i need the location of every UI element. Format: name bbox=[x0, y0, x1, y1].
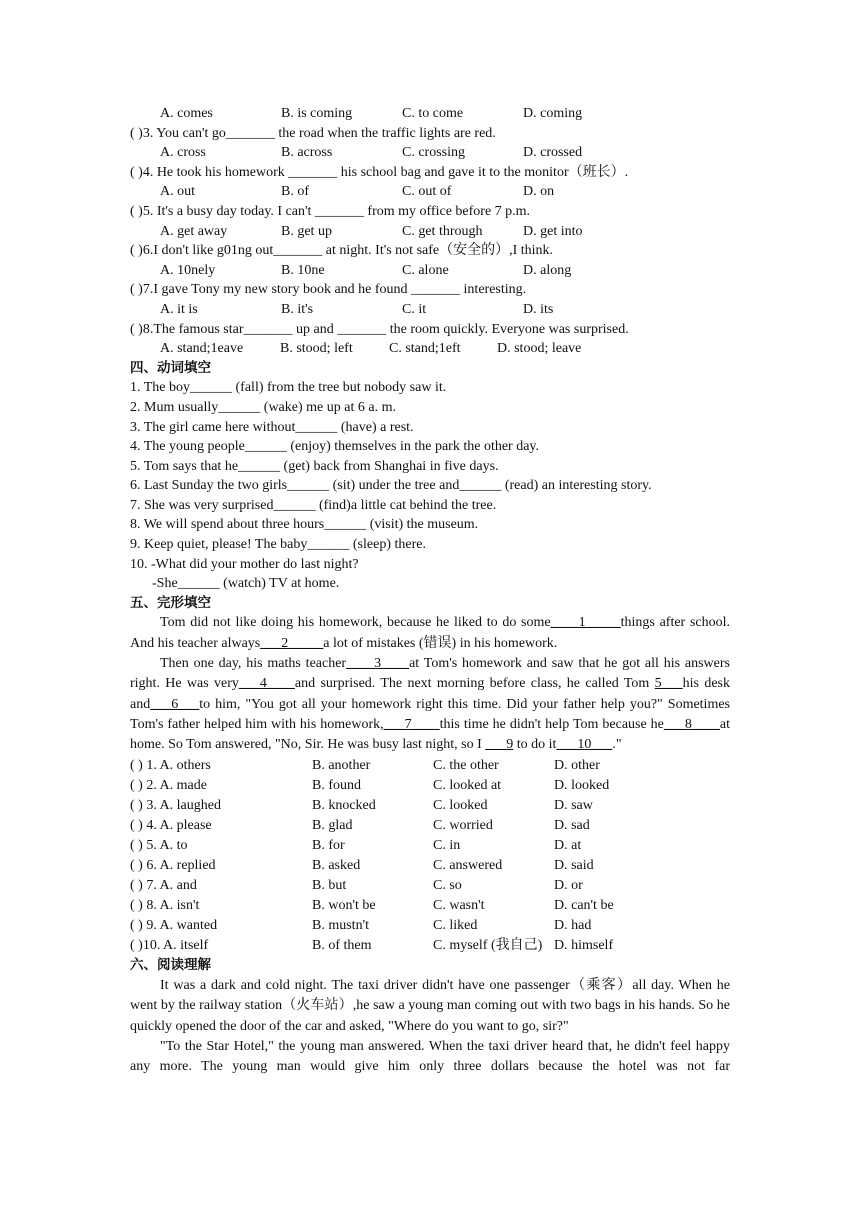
choice-option-c: C. so bbox=[433, 878, 462, 894]
choice-row-9 bbox=[130, 916, 730, 936]
text-run: Then one day, his maths teacher bbox=[160, 656, 347, 672]
choice-option-a: ( ) 1. A. others bbox=[130, 757, 211, 773]
reading-paragraph-2: "To the Star Hotel," the young man answered. When the taxi driver heard that, he didn't feel happy any more. The young man would give him only three dollars because the hotel was not far bbox=[130, 1038, 730, 1075]
option-d: D. crossed bbox=[523, 145, 583, 161]
choice-row-5 bbox=[130, 836, 730, 856]
choice-option-b: B. for bbox=[312, 837, 345, 853]
option-c: C. get through bbox=[402, 223, 483, 239]
choice-row-7 bbox=[130, 876, 730, 896]
choice-row-2 bbox=[130, 776, 730, 796]
verb-item-9: 9. Keep quiet, please! The baby______ (sleep) there. bbox=[130, 537, 426, 553]
verb-item-2: 2. Mum usually______ (wake) me up at 6 a. m. bbox=[130, 399, 396, 415]
choice-row-8 bbox=[130, 896, 730, 916]
option-a: A. out bbox=[160, 184, 195, 200]
blank-9: 9 bbox=[485, 737, 514, 753]
mcq-4-options bbox=[130, 182, 730, 202]
mcq-3-stem: ( )3. You can't go_______ the road when the traffic lights are red. bbox=[130, 125, 496, 141]
choice-option-d: D. sad bbox=[554, 817, 590, 833]
text-run: his desk and bbox=[130, 676, 730, 712]
mcq-3-options bbox=[130, 143, 730, 163]
verb-item-5: 5. Tom says that he______ (get) back from Shanghai in five days. bbox=[130, 458, 499, 474]
choice-option-d: D. had bbox=[554, 918, 592, 934]
section-heading-verb-fill: 四、动词填空 bbox=[130, 359, 211, 376]
blank-4: ___4____ bbox=[238, 676, 295, 692]
option-d: D. stood; leave bbox=[497, 341, 582, 357]
mcq-6-stem: ( )6.I don't like g01ng out_______ at night. It's not safe（安全的）,I think. bbox=[130, 243, 554, 259]
mcq-2-options bbox=[130, 104, 730, 124]
verb-item-7: 7. She was very surprised______ (find)a little cat behind the tree. bbox=[130, 497, 497, 513]
mcq-5-stem: ( )5. It's a busy day today. I can't _______ from my office before 7 p.m. bbox=[130, 203, 531, 219]
blank-2: ___2_____ bbox=[260, 635, 324, 651]
mcq-8-stem: ( )8.The famous star_______ up and _______ the room quickly. Everyone was surprised. bbox=[130, 321, 629, 337]
section-heading-reading: 六、阅读理解 bbox=[130, 957, 211, 974]
verb-item-4: 4. The young people______ (enjoy) themselves in the park the other day. bbox=[130, 439, 540, 455]
choice-option-b: B. knocked bbox=[312, 797, 376, 813]
text-run: this time he didn't help Tom because he bbox=[439, 716, 664, 732]
choice-option-a: ( ) 8. A. isn't bbox=[130, 898, 200, 914]
text-run: and surprised. The next morning before class, he called Tom bbox=[294, 676, 655, 692]
option-c: C. to come bbox=[402, 106, 464, 121]
choice-row-10 bbox=[130, 936, 730, 956]
choice-row-4 bbox=[130, 816, 730, 836]
choice-option-a: ( ) 7. A. and bbox=[130, 878, 197, 894]
option-c: C. stand;1eft bbox=[389, 341, 461, 357]
choice-option-a: ( )10. A. itself bbox=[130, 938, 209, 954]
verb-item-8: 8. We will spend about three hours______ (visit) the museum. bbox=[130, 517, 479, 533]
cloze-paragraph-2 bbox=[130, 654, 730, 755]
choice-option-c: C. in bbox=[433, 837, 461, 853]
blank-5: 5___ bbox=[654, 676, 683, 692]
choice-option-c: C. looked bbox=[433, 797, 488, 813]
verb-item-1: 1. The boy______ (fall) from the tree but nobody saw it. bbox=[130, 380, 447, 396]
blank-1: ____1_____ bbox=[550, 615, 621, 631]
choice-option-b: B. mustn't bbox=[312, 918, 369, 934]
blank-7: ___7____ bbox=[383, 716, 440, 732]
verb-item-3: 3. The girl came here without______ (have) a rest. bbox=[130, 419, 414, 435]
text-run: at home. So Tom answered, "No, Sir. He was busy last night, so I bbox=[130, 716, 730, 753]
choice-option-b: B. of them bbox=[312, 938, 372, 954]
choice-option-c: C. the other bbox=[433, 757, 499, 773]
choice-option-c: C. worried bbox=[433, 817, 493, 833]
text-run: to do it bbox=[513, 737, 557, 753]
choice-option-d: D. looked bbox=[554, 777, 610, 793]
choice-option-c: C. answered bbox=[433, 857, 503, 873]
option-d: D. on bbox=[523, 184, 555, 200]
verb-item-10: 10. -What did your mother do last night? bbox=[130, 556, 359, 572]
choice-option-a: ( ) 2. A. made bbox=[130, 777, 207, 793]
choice-option-d: D. said bbox=[554, 857, 594, 873]
option-a: A. 10nely bbox=[160, 262, 216, 278]
text-run: at Tom's homework and saw that he got all his answers right. He was very bbox=[130, 656, 730, 692]
choice-option-d: D. or bbox=[554, 878, 583, 894]
option-b: B. of bbox=[281, 184, 309, 200]
choice-option-d: D. can't be bbox=[554, 898, 614, 914]
choice-row-3 bbox=[130, 796, 730, 816]
option-b: B. across bbox=[281, 145, 333, 161]
option-a: A. get away bbox=[160, 223, 228, 239]
choice-option-c: C. wasn't bbox=[433, 898, 485, 914]
option-b: B. it's bbox=[281, 301, 314, 317]
cloze-choices bbox=[130, 756, 730, 957]
choice-option-b: B. found bbox=[312, 777, 361, 793]
option-b: B. 10ne bbox=[281, 262, 325, 278]
text-run: Tom did not like doing his homework, because he liked to do some bbox=[160, 615, 551, 631]
option-a: A. it is bbox=[160, 301, 198, 317]
option-d: D. its bbox=[523, 301, 554, 317]
option-b: B. stood; left bbox=[280, 341, 353, 357]
choice-option-c: C. myself (我自己) bbox=[433, 938, 543, 954]
choice-option-a: ( ) 4. A. please bbox=[130, 817, 212, 833]
text-run: ." bbox=[612, 737, 622, 753]
worksheet-page bbox=[130, 104, 730, 1078]
choice-option-c: C. liked bbox=[433, 918, 478, 934]
blank-8: ___8____ bbox=[663, 716, 720, 732]
text-run: to him, "You got all your homework right this time. Did your father help you?" Sometimes Tom's father helped him with his homework, bbox=[130, 696, 730, 732]
verb-item-6: 6. Last Sunday the two girls______ (sit) under the tree and______ (read) an interesting story. bbox=[130, 478, 652, 494]
text-run: things after school. And his teacher always bbox=[130, 615, 730, 651]
mcq-8-options bbox=[130, 339, 730, 359]
option-c: C. out of bbox=[402, 184, 452, 200]
mcq-5-options bbox=[130, 222, 730, 242]
option-c: C. it bbox=[402, 301, 427, 317]
section-heading-cloze: 五、完形填空 bbox=[130, 594, 211, 611]
choice-option-b: B. glad bbox=[312, 817, 353, 833]
choice-option-b: B. but bbox=[312, 878, 347, 894]
verb-item-10-answer: -She______ (watch) TV at home. bbox=[152, 576, 340, 592]
choice-option-d: D. at bbox=[554, 837, 582, 853]
option-c: C. crossing bbox=[402, 145, 465, 161]
option-a: A. comes bbox=[160, 106, 213, 121]
blank-3: ____3____ bbox=[346, 656, 410, 672]
option-d: D. get into bbox=[523, 223, 583, 239]
option-d: D. along bbox=[523, 262, 572, 278]
choice-option-d: D. himself bbox=[554, 938, 614, 954]
blank-10: ___10___ bbox=[556, 737, 613, 753]
mcq-6-options bbox=[130, 261, 730, 281]
choice-option-b: B. asked bbox=[312, 857, 361, 873]
option-d: D. coming bbox=[523, 106, 583, 121]
choice-row-6 bbox=[130, 856, 730, 876]
cloze-paragraph-1 bbox=[130, 613, 730, 654]
mcq-4-stem: ( )4. He took his homework _______ his school bag and gave it to the monitor（班长）. bbox=[130, 164, 629, 180]
text-run: a lot of mistakes (错误) in his homework. bbox=[323, 635, 558, 651]
option-a: A. cross bbox=[160, 145, 206, 161]
reading-paragraph-1: It was a dark and cold night. The taxi driver didn't have one passenger（乘客）all day. When he went by the railway station（火车站）,he saw a young man coming out with two bags in his hands. So he quickly opened the door of the car and asked, "Where do you want to go, sir?" bbox=[130, 978, 730, 1034]
choice-option-a: ( ) 9. A. wanted bbox=[130, 918, 218, 934]
option-a: A. stand;1eave bbox=[160, 341, 244, 357]
choice-option-b: B. another bbox=[312, 757, 371, 773]
option-b: B. is coming bbox=[281, 106, 353, 121]
option-b: B. get up bbox=[281, 223, 332, 239]
mcq-7-stem: ( )7.I gave Tony my new story book and he found _______ interesting. bbox=[130, 282, 527, 298]
mcq-7-options bbox=[130, 300, 730, 320]
choice-option-d: D. saw bbox=[554, 797, 593, 813]
choice-row-1 bbox=[130, 756, 730, 776]
choice-option-d: D. other bbox=[554, 757, 600, 773]
blank-6: ___6___ bbox=[150, 696, 200, 712]
choice-option-a: ( ) 5. A. to bbox=[130, 837, 188, 853]
choice-option-a: ( ) 6. A. replied bbox=[130, 857, 216, 873]
option-c: C. alone bbox=[402, 262, 449, 278]
choice-option-a: ( ) 3. A. laughed bbox=[130, 797, 221, 813]
choice-option-c: C. looked at bbox=[433, 777, 502, 793]
choice-option-b: B. won't be bbox=[312, 898, 376, 914]
